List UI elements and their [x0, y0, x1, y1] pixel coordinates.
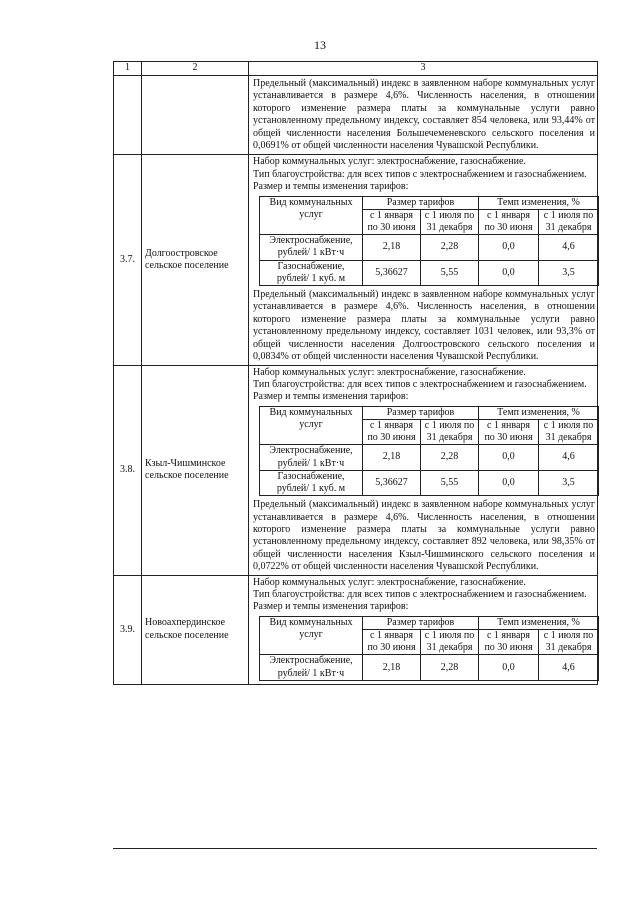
tariff-jul: 2,28 [421, 235, 479, 260]
tariff-caption: Размер и темпы изменения тарифов: [253, 391, 409, 403]
tariff-subtable [259, 406, 599, 496]
tariff-subtable [259, 616, 599, 681]
period-jan: с 1 января по 30 июня [363, 419, 421, 444]
header-col-1: 1 [114, 62, 142, 76]
period-jul: с 1 июля по 31 декабря [539, 630, 599, 655]
period-jul: с 1 июля по 31 декабря [421, 209, 479, 234]
settlement-name: Кзыл-Чишминское сельское поселение [142, 365, 249, 575]
rate-jul: 3,5 [539, 470, 599, 495]
rate-jul: 4,6 [539, 235, 599, 260]
tariff-row [260, 235, 599, 260]
rate-jan: 0,0 [479, 470, 539, 495]
size-header: Размер тарифов [363, 196, 479, 209]
header-col-2: 2 [142, 62, 249, 76]
kind-header: Вид коммунальных услуг [260, 616, 363, 655]
period-jan: с 1 января по 30 июня [479, 419, 539, 444]
period-jan: с 1 января по 30 июня [479, 209, 539, 234]
rate-jul: 3,5 [539, 260, 599, 285]
section-paragraph: Предельный (максимальный) индекс в заявленном наборе коммунальных услуг устанавливается в размере 4,6%. Численность населения, в отношении которого изменение размера платы за коммунальные услуги равно установленному предельному индексу, составляет 1031 человек, или 93,3% от общей численности населения Долгоостровского сельского поселения и 0,0834% от общей численности населения Чувашской Республики. [253, 289, 595, 363]
tariff-jan: 5,36627 [363, 260, 421, 285]
tariff-table [113, 61, 598, 685]
service-set: Набор коммунальных услуг: электроснабжение, газоснабжение. [253, 576, 526, 588]
rate-jul: 4,6 [539, 655, 599, 680]
rate-jan: 0,0 [479, 445, 539, 470]
section-number: 3.9. [114, 575, 142, 684]
rate-jan: 0,0 [479, 655, 539, 680]
section-paragraph: Предельный (максимальный) индекс в заявленном наборе коммунальных услуг устанавливается в размере 4,6%. Численность населения, в отношении которого изменение размера платы за коммунальные услуги равно установленному предельному индексу, составляет 892 человека, или 98,35% от общей численности населения Кзыл-Чишминского сельского поселения и 0,0722% от общей численности населения Чувашской Республики. [253, 499, 595, 573]
period-jul: с 1 июля по 31 декабря [539, 209, 599, 234]
intro-row [114, 76, 598, 155]
tariff-subtable [259, 196, 599, 286]
tariff-jan: 5,36627 [363, 470, 421, 495]
size-header: Размер тарифов [363, 406, 479, 419]
service-label: Газоснабжение, рублей/ 1 куб. м [260, 260, 363, 285]
tariff-jan: 2,18 [363, 235, 421, 260]
size-header: Размер тарифов [363, 616, 479, 629]
rate-jul: 4,6 [539, 445, 599, 470]
header-row [114, 62, 598, 76]
tariff-jan: 2,18 [363, 655, 421, 680]
tariff-jul: 2,28 [421, 655, 479, 680]
rate-jan: 0,0 [479, 235, 539, 260]
period-jul: с 1 июля по 31 декабря [421, 419, 479, 444]
tariff-jul: 5,55 [421, 260, 479, 285]
rate-header: Темп изменения, % [479, 406, 599, 419]
section-row [114, 155, 598, 365]
period-jul: с 1 июля по 31 декабря [539, 419, 599, 444]
header-col-3: 3 [249, 62, 598, 76]
page-number: 13 [314, 38, 326, 52]
period-jan: с 1 января по 30 июня [363, 630, 421, 655]
improvement-type: Тип благоустройства: для всех типов с электроснабжением и газоснабжением. [253, 168, 587, 180]
improvement-type: Тип благоустройства: для всех типов с электроснабжением и газоснабжением. [253, 589, 587, 600]
tariff-caption: Размер и темпы изменения тарифов: [253, 601, 409, 613]
kind-header: Вид коммунальных услуг [260, 406, 363, 445]
service-set: Набор коммунальных услуг: электроснабжение, газоснабжение. [253, 366, 526, 378]
rate-header: Темп изменения, % [479, 196, 599, 209]
intro-paragraph: Предельный (максимальный) индекс в заявленном наборе коммунальных услуг устанавливается в размере 4,6%. Численность населения, в отношении которого изменение размера платы за коммунальные услуги равно установленному предельному индексу, составляет 854 человека, или 93,44% от общей численности населения Большечеменевского сельского поселения и 0,0691% от общей численности населения Чувашской Республики. [253, 78, 595, 152]
tariff-row [260, 445, 599, 470]
service-set: Набор коммунальных услуг: электроснабжение, газоснабжение. [253, 156, 526, 168]
tariff-row [260, 655, 599, 680]
service-label: Электроснабжение, рублей/ 1 кВт·ч [260, 445, 363, 470]
period-jan: с 1 января по 30 июня [479, 630, 539, 655]
rate-header: Темп изменения, % [479, 616, 599, 629]
period-jan: с 1 января по 30 июня [363, 209, 421, 234]
tariff-jan: 2,18 [363, 445, 421, 470]
section-row [114, 365, 598, 575]
tariff-row [260, 470, 599, 495]
bottom-rule [113, 848, 597, 849]
kind-header: Вид коммунальных услуг [260, 196, 363, 235]
settlement-name: Новоахпердинское сельское поселение [142, 575, 249, 684]
service-label: Электроснабжение, рублей/ 1 кВт·ч [260, 235, 363, 260]
improvement-type: Тип благоустройства: для всех типов с электроснабжением и газоснабжением. [253, 378, 587, 390]
tariff-row [260, 260, 599, 285]
section-row [114, 575, 598, 684]
tariff-jul: 2,28 [421, 445, 479, 470]
rate-jan: 0,0 [479, 260, 539, 285]
tariff-jul: 5,55 [421, 470, 479, 495]
section-number: 3.7. [114, 155, 142, 365]
tariff-caption: Размер и темпы изменения тарифов: [253, 181, 409, 193]
period-jul: с 1 июля по 31 декабря [421, 630, 479, 655]
settlement-name: Долгоостровское сельское поселение [142, 155, 249, 365]
section-number: 3.8. [114, 365, 142, 575]
service-label: Электроснабжение, рублей/ 1 кВт·ч [260, 655, 363, 680]
service-label: Газоснабжение, рублей/ 1 куб. м [260, 470, 363, 495]
